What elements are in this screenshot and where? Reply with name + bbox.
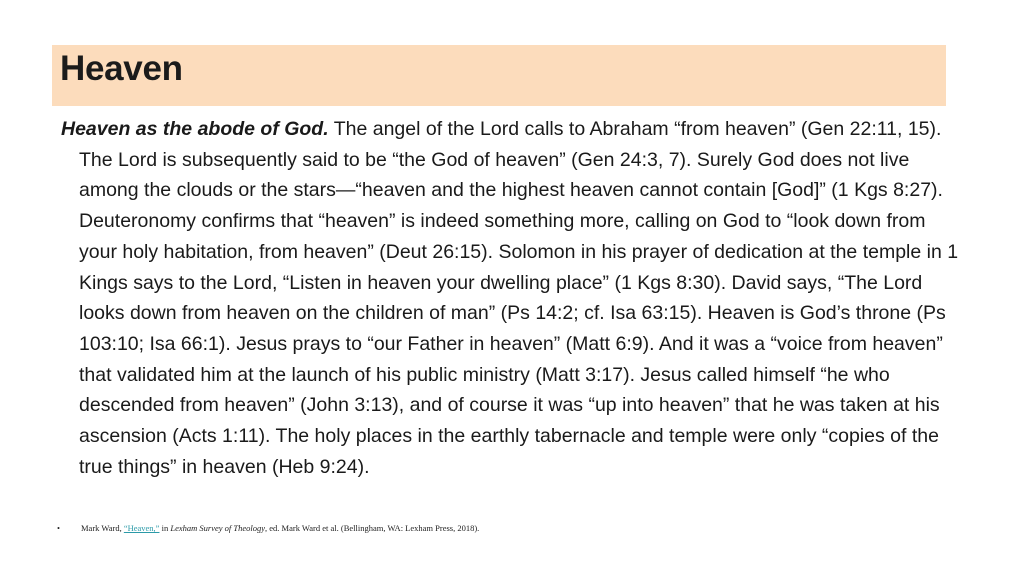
footnote-bullet: • xyxy=(57,523,60,533)
lead-phrase: Heaven as the abode of God. xyxy=(61,118,329,140)
footnote-link[interactable]: “Heaven,” xyxy=(123,523,160,533)
footnote-author: Mark Ward, xyxy=(81,523,124,533)
footnote-work-title: Lexham Survey of Theology xyxy=(170,523,266,533)
footnote-rest: , ed. Mark Ward et al. (Bellingham, WA: Lexham Press, 2018). xyxy=(265,523,480,533)
footnote-in: in xyxy=(159,523,171,533)
title-bar xyxy=(52,45,946,106)
body-paragraph xyxy=(61,114,959,482)
slide-title: Heaven xyxy=(60,49,183,88)
footnote xyxy=(57,523,957,533)
body-text: The angel of the Lord calls to Abraham “from heaven” (Gen 22:11, 15). The Lord is subsequently said to be “the God of heaven” (Gen 24:3, 7). Surely God does not live among the clouds or the stars—“heaven and the highest heaven cannot contain [God]” (1 Kgs 8:27). Deuteronomy confirms that “heaven” is indeed something more, calling on God to “look down from your holy habitation, from heaven” (Deut 26:15). Solomon in his prayer of dedication at the temple in 1 Kings says to the Lord, “Listen in heaven your dwelling place” (1 Kgs 8:30). David says, “The Lord looks down from heaven on the children of man” (Ps 14:2; cf. Isa 63:15). Heaven is God’s throne (Ps 103:10; Isa 66:1). Jesus prays to “our Father in heaven” (Matt 6:9). And it was a “voice from heaven” that validated him at the launch of his public ministry (Matt 3:17). Jesus called himself “he who descended from heaven” (John 3:13), and of course it was “up into heaven” that he was taken at his ascension (Acts 1:11). The holy places in the earthly tabernacle and temple were only “copies of the true things” in heaven (Heb 9:24). xyxy=(79,118,959,478)
